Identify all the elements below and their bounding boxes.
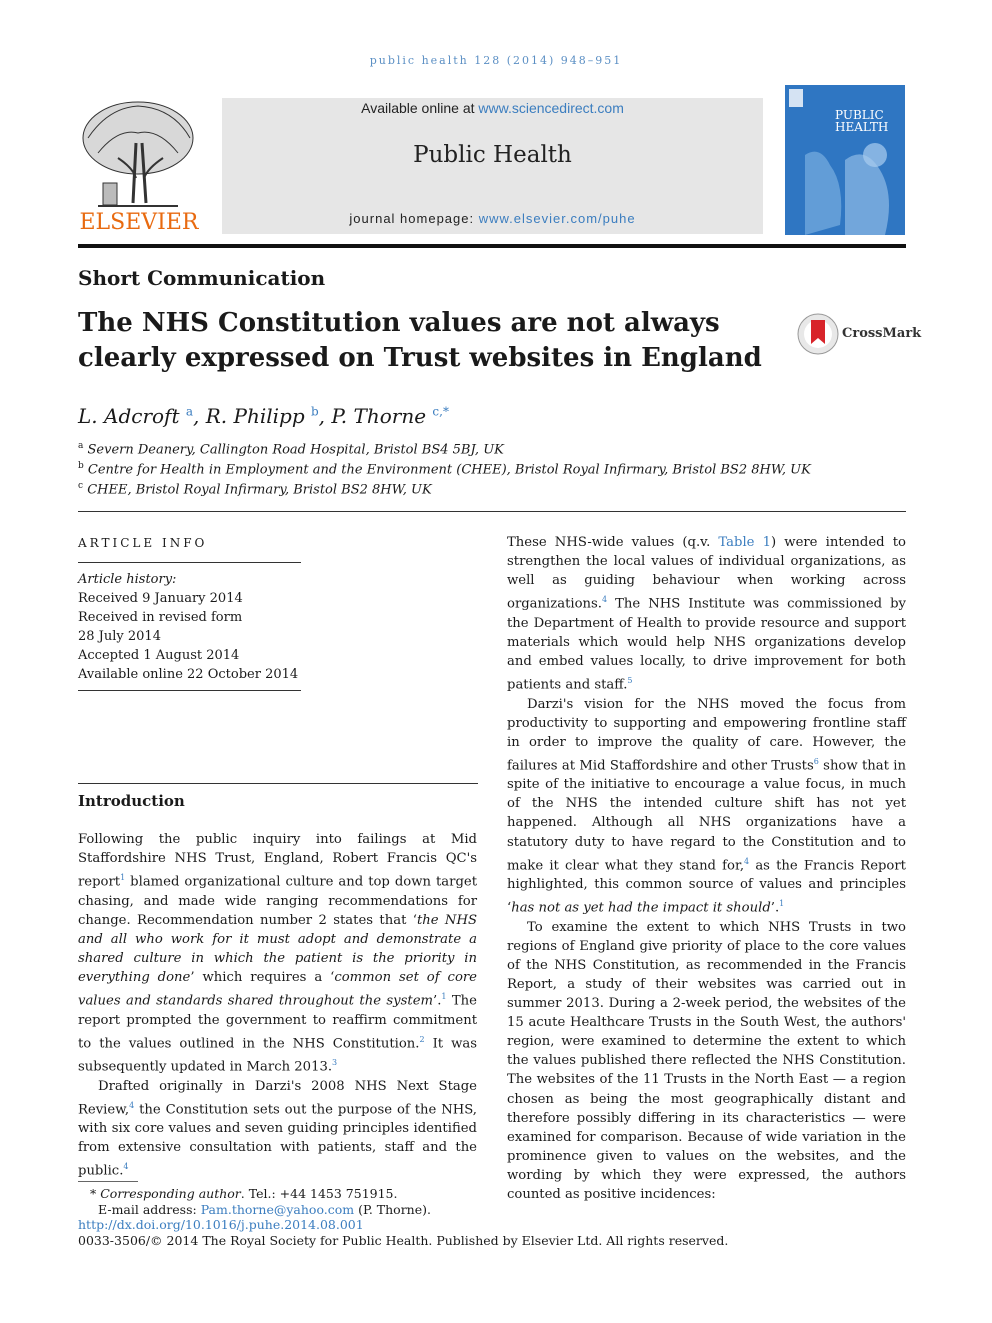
history-line: Available online 22 October 2014 <box>78 667 299 682</box>
table-link[interactable]: Table 1 <box>718 535 772 550</box>
corresponding-author: * Corresponding author. Tel.: +44 1453 751915. <box>90 1186 398 1201</box>
copyright: 0033-3506/© 2014 The Royal Society for Public Health. Published by Elsevier Ltd. All rights reserved. <box>78 1233 729 1248</box>
article-info-rule <box>78 562 301 563</box>
elsevier-wordmark: ELSEVIER <box>79 210 199 235</box>
left-column <box>78 830 477 1181</box>
homepage-link[interactable]: www.elsevier.com/puhe <box>478 211 636 226</box>
reference[interactable]: 1 <box>120 873 126 883</box>
journal-title: Public Health <box>413 142 572 168</box>
reference[interactable]: 1 <box>441 992 447 1002</box>
running-head: public health 128 (2014) 948–951 <box>369 54 623 67</box>
paragraph: Following the public inquiry into failings at Mid Staffordshire NHS Trust, England, Robert Francis QC's report$^1$ blamed organizational culture and top down target chasing, and made wide ranging recommendations for change. Recommendation number 2 states that ‘the NHS and all who work for it must adopt and demonstrate a shared culture in which the patient is the priority in everything done’ which requires a ‘common set of core values and standards shared throughout the system’.$^1$ The report prompted the government to reaffirm commitment to the values outlined in the NHS Constitution.$^2$ It was subsequently updated in March 2013.$^3$ <box>78 832 478 1075</box>
paragraph: These NHS-wide values (q.v. Table 1) were intended to strengthen the local values of individual organizations, as well as guiding behaviour when working across organizations.$^4$ The NHS Institute was commissioned by the Department of Health to provide resource and support materials which would help NHS organizations develop and embed values locally, to drive improvement for both patients and staff.$^5$ <box>507 535 906 693</box>
author-marks[interactable]: b <box>310 404 319 419</box>
intro-rule <box>78 783 478 784</box>
section-type: Short Communication <box>78 266 326 290</box>
article-info-rule-bottom <box>78 690 301 691</box>
cover-title: PUBLIC HEALTH <box>835 108 889 134</box>
history-line: Received in revised form <box>78 610 243 625</box>
author-marks[interactable]: c,* <box>432 404 449 419</box>
paragraph: Drafted originally in Darzi's 2008 NHS Next Stage Review,$^4$ the Constitution sets out the purpose of the NHS, with six core values and seven guiding principles identified from extensive consultation with patients, staff and the public.$^4$ <box>78 1078 477 1179</box>
elsevier-logo <box>78 98 200 238</box>
footnote-rule <box>78 1181 138 1182</box>
history-line: Received 9 January 2014 <box>78 591 243 606</box>
affiliation: $^a$ Severn Deanery, Callington Road Hospital, Bristol BS4 5BJ, UK <box>78 441 504 458</box>
author-marks[interactable]: a <box>185 404 193 419</box>
right-column <box>507 533 906 1204</box>
journal-cover <box>785 85 905 235</box>
crossmark-label: CrossMark <box>842 326 922 341</box>
article-title: The NHS Constitution values are not always clearly expressed on Trust websites in England <box>78 308 762 373</box>
reference[interactable]: 5 <box>627 676 633 686</box>
history-line: Accepted 1 August 2014 <box>78 648 240 663</box>
doi-line <box>78 1217 364 1232</box>
reference[interactable]: 6 <box>813 756 819 766</box>
crossmark-badge[interactable] <box>796 312 922 356</box>
email-line: E-mail address: Pam.thorne@yahoo.com (P. Thorne). <box>98 1202 431 1217</box>
reference[interactable]: 4 <box>123 1162 129 1172</box>
author-name[interactable]: L. Adcroft <box>78 404 180 428</box>
reference[interactable]: 4 <box>129 1100 135 1110</box>
introduction-heading: Introduction <box>78 792 185 810</box>
paragraph: To examine the extent to which NHS Trusts in two regions of England give priority of place to the core values of the NHS Constitution, as recommended in the Francis Report, a study of their websites was carried out in summer 2013. During a 2-week period, the websites of the 15 acute Healthcare Trusts in the South West, the authors' region, were examined to determine the extent to which the values published there reflected the NHS Constitution. The websites of the 11 Trusts in the North East — a region chosen as being the most geographically distant and therefore possibly differing in its characteristics — were examined for comparison. Because of wide variation in the prominence given to values on the websites, and the wording by which they were expressed, the authors counted as positive incidences: <box>507 919 906 1203</box>
available-online: Available online at www.sciencedirect.com <box>361 100 624 116</box>
reference[interactable]: 2 <box>419 1034 425 1044</box>
affiliation: $^b$ Centre for Health in Employment and the Environment (CHEE), Bristol Royal Infirmary, Bristol BS2 8HW, UK <box>78 461 811 478</box>
email-link[interactable]: Pam.thorne@yahoo.com <box>200 1202 355 1217</box>
journal-banner <box>222 98 763 234</box>
reference[interactable]: 3 <box>332 1058 338 1068</box>
reference[interactable]: 1 <box>779 899 785 909</box>
author-name[interactable]: R. Philipp <box>205 404 305 428</box>
reference[interactable]: 4 <box>744 856 750 866</box>
doi-link[interactable]: http://dx.doi.org/10.1016/j.puhe.2014.08.001 <box>78 1217 364 1232</box>
affiliation: $^c$ CHEE, Bristol Royal Infirmary, Bristol BS2 8HW, UK <box>78 481 432 498</box>
article-info-heading: ARTICLE INFO <box>78 536 208 550</box>
paragraph: Darzi's vision for the NHS moved the focus from productivity to supporting and empowering frontline staff in order to improve the quality of care. However, the failures at Mid Staffordshire and other Trusts$^6$ show that in spite of the initiative to encourage a value focus, in much of the NHS the intended culture shift has not yet happened. Although all NHS organizations have a statutory duty to have regard to the Constitution and to make it clear what they stand for,$^4$ as the Francis Report highlighted, this common source of values and principles ‘has not as yet had the impact it should’.$^1$ <box>507 696 906 916</box>
reference[interactable]: 4 <box>601 595 608 605</box>
article-history-label: Article history: <box>78 572 177 587</box>
history-line: 28 July 2014 <box>78 629 161 644</box>
journal-homepage: journal homepage: www.elsevier.com/puhe <box>349 211 636 226</box>
author-list: L. Adcroft $^a$, R. Philipp $^b$, P. Thorne $^{c,*}$ <box>78 404 449 428</box>
affiliation-rule <box>78 511 906 512</box>
crossmark-icon <box>796 312 840 356</box>
sciencedirect-link[interactable]: www.sciencedirect.com <box>478 100 624 116</box>
author-name[interactable]: P. Thorne <box>331 404 427 428</box>
header-rule <box>78 244 906 248</box>
